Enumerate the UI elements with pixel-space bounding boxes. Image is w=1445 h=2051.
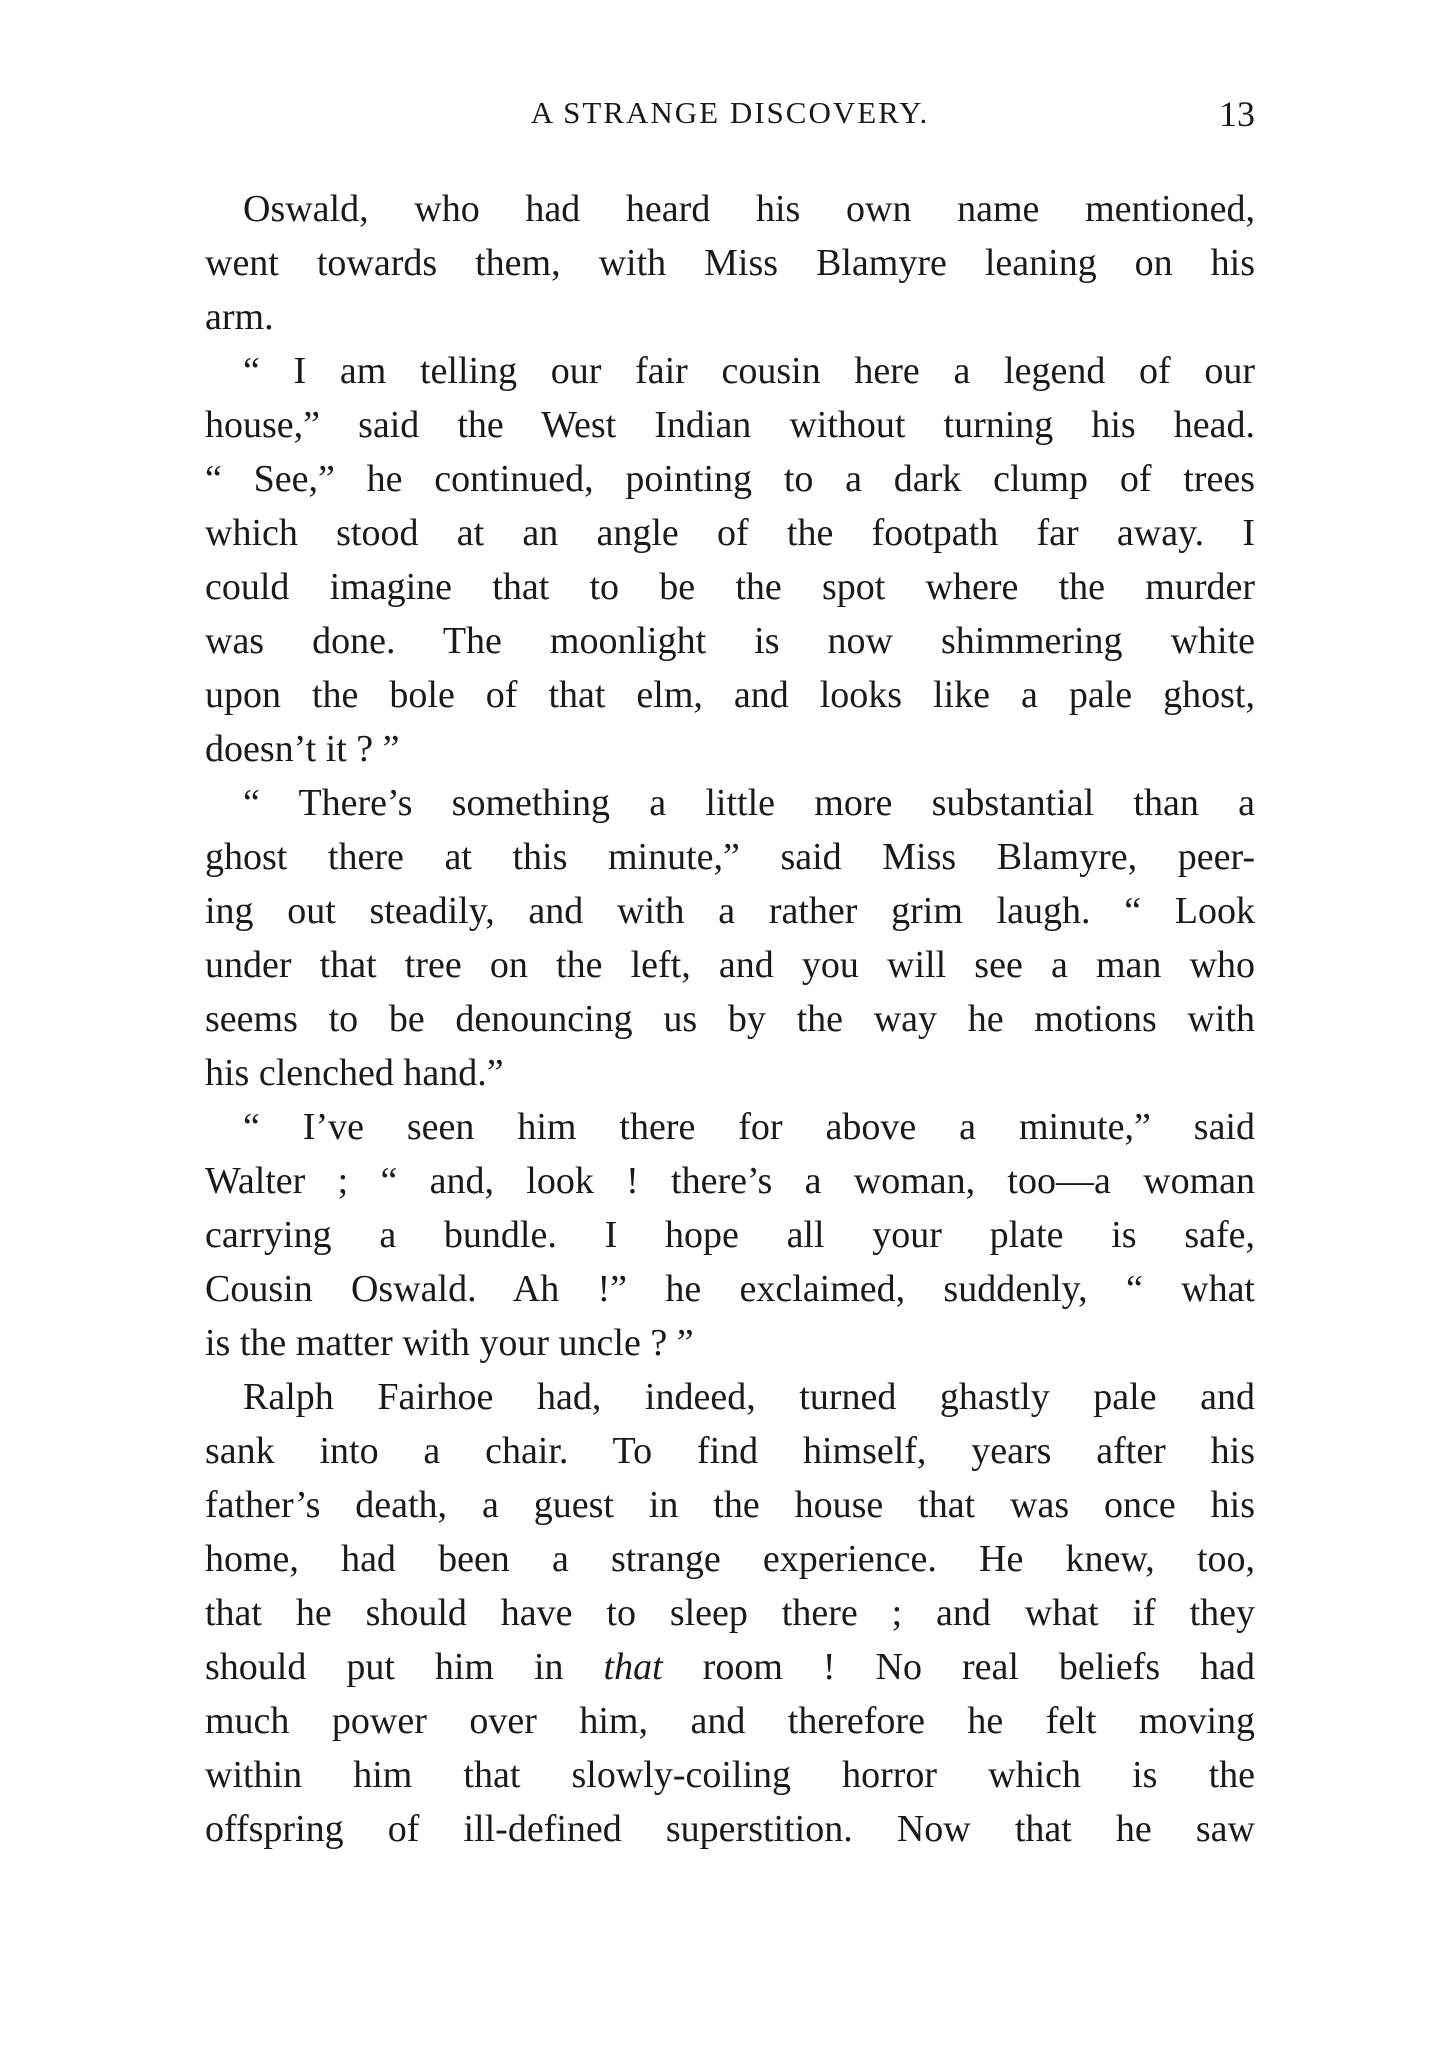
- text-line: upon the bole of that elm, and looks like a pale ghost,: [205, 674, 1255, 716]
- text-line: house,” said the West Indian without turning his head.: [205, 404, 1255, 446]
- text-line: ghost there at this minute,” said Miss Blamyre, peer-: [205, 836, 1255, 878]
- text-line: carrying a bundle. I hope all your plate is safe,: [205, 1214, 1255, 1256]
- text-line: much power over him, and therefore he felt moving: [205, 1700, 1255, 1742]
- text-line: was done. The moonlight is now shimmering white: [205, 620, 1255, 662]
- text-line: Walter ; “ and, look ! there’s a woman, too—a woman: [205, 1160, 1255, 1202]
- text-run: should put him in: [205, 1646, 564, 1688]
- text-line: his clenched hand.”: [205, 1052, 504, 1094]
- text-run: room ! No real beliefs had: [702, 1646, 1256, 1688]
- text-line: Ralph Fairhoe had, indeed, turned ghastly pale and: [243, 1376, 1255, 1418]
- text-line: went towards them, with Miss Blamyre leaning on his: [205, 242, 1255, 284]
- text-line: within him that slowly-coiling horror which is the: [205, 1754, 1255, 1796]
- text-line: arm.: [205, 296, 274, 338]
- text-line: offspring of ill-defined superstition. Now that he saw: [205, 1808, 1255, 1850]
- text-line: “ See,” he continued, pointing to a dark clump of trees: [205, 458, 1255, 500]
- text-line: under that tree on the left, and you will see a man who: [205, 944, 1255, 986]
- text-line: “ I am telling our fair cousin here a legend of our: [243, 350, 1255, 392]
- text-line: that he should have to sleep there ; and what if they: [205, 1592, 1255, 1634]
- text-line: “ There’s something a little more substantial than a: [243, 782, 1255, 824]
- text-line: “ I’ve seen him there for above a minute,” said: [243, 1106, 1255, 1148]
- body-text: [205, 182, 1255, 1856]
- text-line: which stood at an angle of the footpath far away. I: [205, 512, 1255, 554]
- text-line: seems to be denouncing us by the way he motions with: [205, 998, 1255, 1040]
- text-line: Cousin Oswald. Ah !” he exclaimed, suddenly, “ what: [205, 1268, 1255, 1310]
- text-line: Oswald, who had heard his own name mentioned,: [243, 188, 1255, 230]
- text-line: ing out steadily, and with a rather grim laugh. “ Look: [205, 890, 1255, 932]
- running-head: [205, 95, 1255, 135]
- text-line: father’s death, a guest in the house that was once his: [205, 1484, 1255, 1526]
- italic-word: that: [603, 1646, 663, 1688]
- page-number: 13: [1219, 94, 1255, 134]
- running-title: A STRANGE DISCOVERY.: [530, 95, 930, 130]
- text-line: could imagine that to be the spot where the murder: [205, 566, 1255, 608]
- text-line: doesn’t it ? ”: [205, 728, 400, 770]
- text-line: is the matter with your uncle ? ”: [205, 1322, 694, 1364]
- text-line-with-italic: [205, 1640, 1255, 1694]
- text-line: sank into a chair. To find himself, years after his: [205, 1430, 1255, 1472]
- text-line: home, had been a strange experience. He knew, too,: [205, 1538, 1255, 1580]
